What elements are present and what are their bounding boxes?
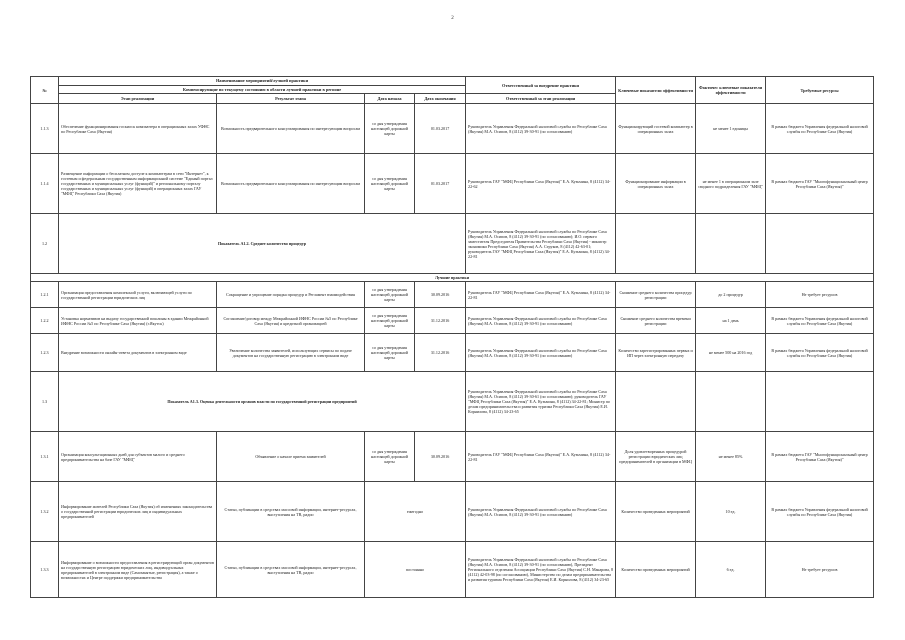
start-header: Дата начала — [365, 94, 415, 104]
resources-cell: В рамках бюджета Управления федеральной налоговой службы по Республике Саха (Якутия) — [766, 308, 874, 334]
responsible-cell: Руководитель Управления Федеральной налоговой службы по Республике Саха (Якутия) М.А. Осипов, 8 (4112) 39-30-91 (по согласованию) — [466, 104, 616, 154]
resources-cell: В рамках бюджета Управления федеральной налоговой службы по Республике Саха (Якутия) — [766, 334, 874, 372]
actual-kpi-cell: 6 ед. — [696, 542, 766, 598]
responsible-cell: Руководитель Управления Федеральной налоговой службы по Республике Саха (Якутия) М.А. Осипов, 8 (4112) 39-30-91 (по согласованию); И.О. первого заместителя Председателя Правительства Республики Саха (Якутия) - министр экономики Республики Саха (Якутия) А.А. Струков, 8 (4112) 42-63-01; руководитель ГАУ "МФЦ Республики Саха (Якутия)" Е.А. Кузьмина, 8 (4112) 34-22-81 — [466, 214, 616, 274]
measure-title-header: Наименование мероприятий/лучшей практики — [59, 77, 466, 86]
col-num-header: № — [31, 77, 59, 104]
section-title: Лучшие практики — [31, 274, 874, 282]
resources-cell: В рамках бюджета Управления федеральной налоговой службы по Республике Саха (Якутия) — [766, 482, 874, 542]
stage-cell: Обеспечение функционирования госкиоск компьютера в операционных залах УФНС по Республике Саха (Якутия) — [59, 104, 217, 154]
result-cell: Объявление о начале приема заявителей — [217, 432, 365, 482]
result-cell: Статьи, публикации в средствах массовой информации, интернет-ресурсах, выступления на ТВ, радио — [217, 482, 365, 542]
actual-kpi-cell: не менее 1 единицы — [696, 104, 766, 154]
end-cell: 30.09.2016 — [415, 432, 466, 482]
end-cell: 01.03.2017 — [415, 154, 466, 214]
responsible-cell: Руководитель ГАУ "МФЦ Республики Саха (Якутия)" Е.А. Кузьмина, 8 (4112) 34-22-81 — [466, 282, 616, 308]
period-cell: постоянно — [365, 542, 466, 598]
row-number: 1.2 — [31, 214, 59, 274]
actual-kpi-cell: не менее 500 на 2016 год — [696, 334, 766, 372]
what-header: Этап реализации — [59, 94, 217, 104]
start-cell: со дня утверждения настоящей дорожной карты — [365, 308, 415, 334]
result-cell: Сокращение и упрощение порядка процедур и Регламент взаимодействия — [217, 282, 365, 308]
result-cell: Возможность предварительного консультирования по интересующим вопросам — [217, 104, 365, 154]
responsible-cell: Руководитель Управления Федеральной налоговой службы по Республике Саха (Якутия) М.А. Осипов, 8 (4112) 39-30-61 (по согласованию); руководитель ГАУ "МФЦ Республики Саха (Якутия)" Е.А. Кузьмина, 8 (4112) 34-22-81; Министр по делам предпринимательства и развития туризма Республики Саха (Якутия) Е.И. Корнилова, 8 (4112) 34-23-65 — [466, 372, 616, 432]
stage-cell: Организация предоставления комплексной услуги, включающей услуги по государственной регистрации юридических лиц — [59, 282, 217, 308]
end-cell: 01.03.2017 — [415, 104, 466, 154]
resources-cell: В рамках бюджета Управления федеральной налоговой службы по Республике Саха (Якутия) — [766, 104, 874, 154]
table-row — [31, 482, 874, 542]
kpi-cell — [616, 372, 696, 432]
kpi-cell: Количество проведенных мероприятий — [616, 482, 696, 542]
stage-cell: Организация консультационных дней для субъектов малого и среднего предпринимательства на базе ГАУ "МФЦ" — [59, 432, 217, 482]
actual-kpi-cell: до 2 процедур — [696, 282, 766, 308]
row-number: 1.3.1 — [31, 432, 59, 482]
row-number: 1.1.4 — [31, 154, 59, 214]
table-row — [31, 154, 874, 214]
actual-kpi-cell: на 1 день — [696, 308, 766, 334]
stage-cell: Размещение информации о бесплатном доступе к компьютерам в сети "Интернет", к гостевым и федеральным государственным информационной системе "Единый портал государственных и муниципальных услуг (функций)" и региональному порталу государственных и муниципальных услуг (функций) в операционных залах ГАУ "МФЦ" Республики Саха (Якутия) — [59, 154, 217, 214]
kpi-cell: Количество проведенных мероприятий — [616, 542, 696, 598]
actual-kpi-cell: 10 ед. — [696, 482, 766, 542]
stage-cell: Внедрение возможности онлайн-ответа документов в электронном виде — [59, 334, 217, 372]
start-cell: со дня утверждения настоящей дорожной карты — [365, 154, 415, 214]
responsible-cell: Руководитель ГАУ "МФЦ Республики Саха (Якутия)" Е.А. Кузьмина, 8 (4112) 34-22-81 — [466, 432, 616, 482]
responsible-cell: Руководитель Управления Федеральной налоговой службы по Республике Саха (Якутия) М.А. Осипов, 8 (4112) 39-30-91 (по согласованию), Президент Регионального отделения Ассоциации Республики Саха (Якутия) С.Н. Макарова, 8 (4112) 42-03-98 (по согласованию), Министерство по делам предпринимательства и развития туризма Республики Саха (Якутия) Е.И. Корнилова, 8 (4112) 34-23-65 — [466, 542, 616, 598]
row-number: 1.2.1 — [31, 282, 59, 308]
start-cell: со дня утверждения настоящей дорожной карты — [365, 282, 415, 308]
kpi-cell — [616, 214, 696, 274]
table-row — [31, 334, 874, 372]
table-row — [31, 104, 874, 154]
resources-cell: В рамках бюджета ГАУ "Многофункциональный центр Республики Саха (Якутия)" — [766, 154, 874, 214]
page-number: 2 — [451, 16, 454, 21]
row-number: 1.3 — [31, 372, 59, 432]
end-header: Дата окончания — [415, 94, 466, 104]
kpi-cell: Доля удовлетворенных процедурой регистрации юридических лиц предпринимателей в организации в МФЦ — [616, 432, 696, 482]
row-number: 1.3.3 — [31, 542, 59, 598]
indicator-row — [31, 372, 874, 432]
table-row — [31, 282, 874, 308]
kpi-cell: Количество зарегистрированных первых и ИП через электронную передачу — [616, 334, 696, 372]
responsible-sub-header: Ответственный за этап реализации — [466, 94, 616, 104]
start-cell: со дня утверждения настоящей дорожной карты — [365, 104, 415, 154]
row-number: 1.2.3 — [31, 334, 59, 372]
table-row — [31, 432, 874, 482]
responsible-cell: Руководитель ГАУ "МФЦ Республики Саха (Якутия)" Е.А. Кузьмина, 8 (4112) 34-22-62 — [466, 154, 616, 214]
kpi-cell: Функционирующий гостевой компьютер в операционных залах — [616, 104, 696, 154]
row-number: 1.3.2 — [31, 482, 59, 542]
responsible-cell: Руководитель Управления Федеральной налоговой службы по Республике Саха (Якутия) М.А. Осипов, 8 (4112) 39-30-91 (по согласованию) — [466, 482, 616, 542]
end-cell: 31.12.2016 — [415, 308, 466, 334]
kpi-cell: Снижение среднего количества процедур регистрации — [616, 282, 696, 308]
resources-header: Требуемые ресурсы — [766, 77, 874, 104]
roadmap-table — [30, 76, 874, 598]
section-row — [31, 274, 874, 282]
table-row — [31, 308, 874, 334]
resources-cell: Не требует ресурсов — [766, 542, 874, 598]
result-cell: Статьи, публикации в средствах массовой информации, интернет-ресурсах, выступления на ТВ, радио — [217, 542, 365, 598]
actual-kpi-cell — [696, 372, 766, 432]
start-cell: со дня утверждения настоящей дорожной карты — [365, 432, 415, 482]
stage-cell: Информирование жителей Республики Саха (Якутия) об изменениях законодательства о государственной регистрации юридических лиц и индивидуальных предпринимателей — [59, 482, 217, 542]
result-cell: Соглашение/договор между Межрайонной ИФНС России №5 по Республике Саха (Якутия) и кредитной организацией — [217, 308, 365, 334]
indicator-row — [31, 214, 874, 274]
result-header: Результат этапа — [217, 94, 365, 104]
responsible-header: Ответственный за внедрение практики — [466, 77, 616, 94]
kpi-cell: Снижение среднего количества времени регистрации — [616, 308, 696, 334]
actual-kpi-cell: не менее 85% — [696, 432, 766, 482]
kpi-cell: Функционирование информации в операционных залах — [616, 154, 696, 214]
stage-cell: Информирование о возможности предоставления в регистрирующий орган документов на государственную регистрацию юридических лиц, индивидуальных предпринимателей в электронном виде (Самозанятые, регистрация), а также о возможностях и Центре поддержки предпринимательства — [59, 542, 217, 598]
resources-cell — [766, 214, 874, 274]
responsible-cell: Руководитель Управления Федеральной налоговой службы по Республике Саха (Якутия) М.А. Осипов, 8 (4112) 39-30-91 (по согласованию) — [466, 334, 616, 372]
resources-cell: В рамках бюджета ГАУ "Многофункциональный центр Республики Саха (Якутия)" — [766, 432, 874, 482]
row-number: 1.2.2 — [31, 308, 59, 334]
end-cell: 31.12.2016 — [415, 334, 466, 372]
actual-kpi-cell: не менее 1 в операционном зале сводного подразделения ГАУ "МФЦ" — [696, 154, 766, 214]
indicator-title: Показатель А1.2. Среднее количество процедур — [59, 214, 466, 274]
result-cell: Увеличение количества заявителей, использующих сервисы по подаче документов на государственную регистрацию в электронном виде — [217, 334, 365, 372]
row-number: 1.1.3 — [31, 104, 59, 154]
kpi-header: Ключевые показатели эффективности — [616, 77, 696, 104]
compensating-header: Компенсирующие по текущему состоянию в области лучшей практики в регионе — [59, 86, 466, 94]
start-cell: со дня утверждения настоящей дорожной карты — [365, 334, 415, 372]
stage-cell: Установка нормативов на выдачу государственной пошлины в здании Межрайонной ИФНС России №5 по Республике Саха (Якутия) (г.Якутск) — [59, 308, 217, 334]
result-cell: Возможность предварительного консультирования по интересующим вопросам — [217, 154, 365, 214]
actual-kpi-header: Фактичес ключевые показатели эффективности — [696, 77, 766, 104]
actual-kpi-cell — [696, 214, 766, 274]
resources-cell: Не требует ресурсов — [766, 282, 874, 308]
table-row — [31, 542, 874, 598]
period-cell: ежегодно — [365, 482, 466, 542]
end-cell: 30.09.2016 — [415, 282, 466, 308]
responsible-cell: Руководитель Управления Федеральной налоговой службы по Республике Саха (Якутия) М.А. Осипов, 8 (4112) 39-30-91 (по согласованию) — [466, 308, 616, 334]
indicator-title: Показатель А1.3. Оценка деятельности органов власти по государственной регистрации предприятий — [59, 372, 466, 432]
resources-cell — [766, 372, 874, 432]
